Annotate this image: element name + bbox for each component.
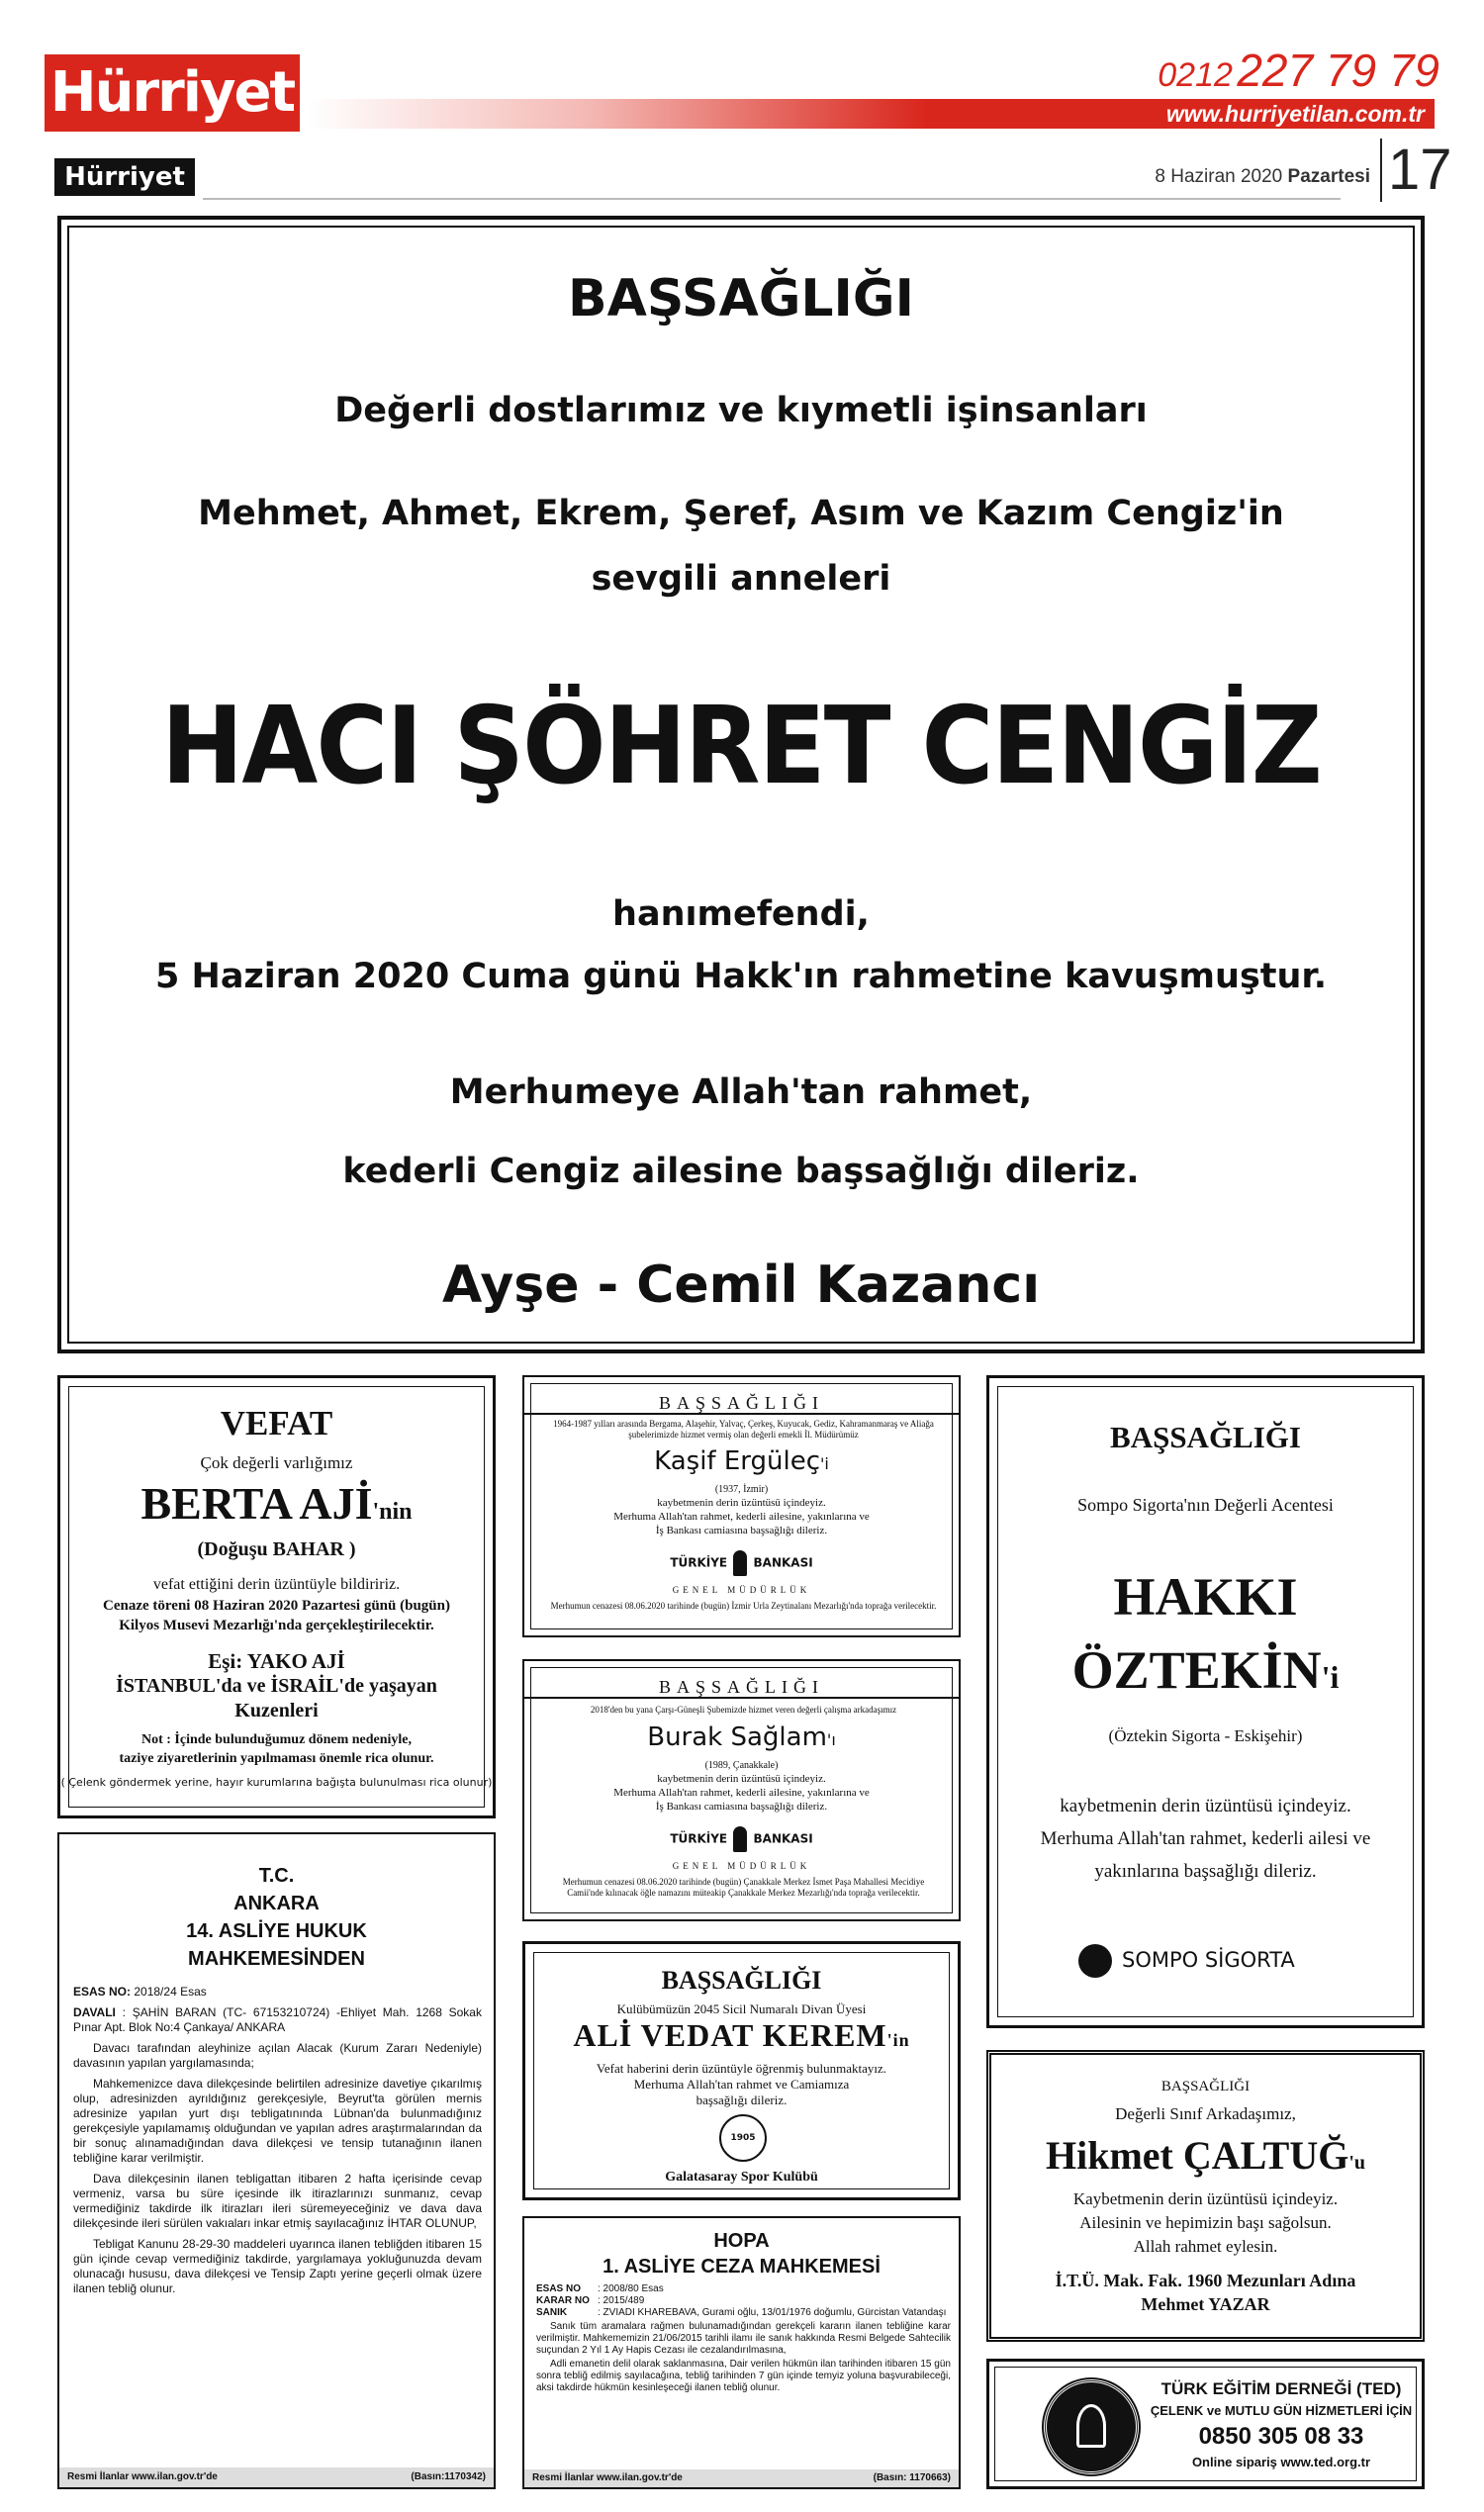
hopa-h2: 1. ASLİYE CEZA MAHKEMESİ: [603, 2256, 881, 2278]
sompo-logo: SOMPO SİGORTA: [1078, 1940, 1339, 1980]
sompo-ad: [986, 1375, 1425, 2028]
burak-title: BAŞSAĞLIĞI: [658, 1677, 824, 1697]
hopa-court-notice: [522, 2216, 961, 2489]
small-logo: Hürriyet: [54, 158, 195, 196]
kasif-l2: Merhuma Allah'tan rahmet, kederli ailesine, yakınlarına ve: [613, 1511, 870, 1523]
vefat-note2: taziye ziyaretlerinin yapılmaması önemle rica olunur.: [119, 1751, 434, 1766]
main-line6: Merhumeye Allah'tan rahmet,: [449, 1072, 1033, 1112]
ted-logo-icon: [1044, 2379, 1139, 2474]
hopa-footer: Resmi İlanlar www.ilan.gov.tr'de (Basın: 1170663): [524, 2469, 959, 2487]
main-deceased-name: HACI ŞÖHRET CENGİZ: [161, 685, 1321, 808]
hikmet-ad: [986, 2050, 1425, 2342]
hopa-body: ESAS NO : 2008/80 Esas KARAR NO : 2015/489 SANIK : ZVIADI KHAREBAVA, Gurami oğlu, 13/01/1976 doğumlu, Gürcistan Vatandaşı Sanık tüm aramalara rağmen bulunamadığından gerekçeli kararın ilanen tebliğine karar verilmiştir. Mahkememizin 21/06/2015 tarihli ilamı ile sanık hakkında Resmi Belgede Sahtecilik suçundan 2 Yıl 1 Ay Hapis Cezası ile cezalandırılmasına, Adli emanetin delil olarak saklanmasına, Dair verilen hükmün ilan tarihinden itibaren 15 gün sonra tebliğ edilmiş sayılacağına, tebliğ tarihinden 7 gün içinde temyiz yoluna başvurabileceği, aksi takdirde hükmün kesinleşeceği ilanen tebliğ olunur.: [536, 2283, 951, 2393]
ted-ad: [986, 2359, 1425, 2489]
ankara-court-notice: [57, 1832, 496, 2489]
website[interactable]: www.hurriyetilan.com.tr: [1165, 101, 1425, 127]
hikmet-l1: Kaybetmenin derin üzüntüsü içindeyiz.: [1072, 2189, 1339, 2208]
kasif-dept: GENEL MÜDÜRLÜK: [672, 1585, 811, 1595]
burak-l3: İş Bankası camiasına başsağlığı dileriz.: [655, 1801, 828, 1813]
ted-line1: ÇELENK ve MUTLU GÜN HİZMETLERİ İÇİN: [1150, 2403, 1413, 2418]
hikmet-line1: Değerli Sınıf Arkadaşımız,: [1115, 2104, 1296, 2123]
gs-l2: Merhuma Allah'tan rahmet ve Camiamıza: [633, 2077, 850, 2092]
main-line3: sevgili anneleri: [591, 559, 891, 599]
main-signature: Ayşe - Cemil Kazancı: [441, 1256, 1041, 1315]
galatasaray-ad: [522, 1941, 961, 2200]
vefat-line3: Cenaze töreni 08 Haziran 2020 Pazartesi günü (bugün): [103, 1598, 450, 1614]
main-line7: kederli Cengiz ailesine başsağlığı dileriz.: [342, 1152, 1140, 1191]
ankara-body: ESAS NO: 2018/24 Esas DAVALI : ŞAHİN BARAN (TC- 67153210724) -Ehliyet Mah. 1268 Sokak Pınar Apt. Blok No:4 Çankaya/ ANKARA Davacı tarafından aleyhinize açılan Alacak (Kurum Zararı Nedeniyle) davasının yapılan yargılamasında; Mahkemenizce dava dilekçesinde belirtilen adresinize davetiye çıkarılmış olup, adresinizden ayrıldığınız gerekçesiyle, Beyrut'ta görülen mernis adresinize yapılan yurt dışı tebligatınında Lübnan'da bulunmadığınız gerekçesiyle yapılamamış olduğundan ve yapılan adres araştırmalarından da bir sonuç alınamadığından dava dilekçesi ve tensip tutanağının ilanen tebliğine karar verilmiştir. Dava dilekçesinin ilanen tebligattan itibaren 2 hafta içerisinde cevap vermeniz, varsa bu süre içesinde ilk itirazlarınızı sunmanız, cevap vermediğiniz takdirde ilk itirazları ileri süremeyeceğiniz ve dava dava dilekçesinde ileri sürülen vakıaları inkar etmiş sayılacağınız İHTAR OLUNUP, Tebligat Kanunu 28-29-30 maddeleri uyarınca ilanen tebliğden itibaren 15 gün içinde cevap vermediğiniz takdirde, yargılamaya yokluğunuzda devam olunacağı hususu, dava dilekçesi ve Tensip Zaptı yerine geçerli olmak üzere ilanen tebliğ olunur.: [73, 1985, 482, 2295]
masthead: [0, 0, 1484, 203]
vefat-note1: Not : İçinde bulunduğumuz dönem nedeniyle,: [140, 1732, 413, 1747]
hurriyet-logo: Hürriyet: [45, 54, 300, 132]
vefat-title: VEFAT: [220, 1404, 333, 1442]
vefat-spouse: Eşi: YAKO AJİ: [208, 1649, 345, 1673]
gs-l3: başsağlığı dileriz.: [696, 2093, 788, 2107]
burak-intro: 2018'den bu yana Çarşı-Güneşli Şubemizde hizmet veren değerli çalışma arkadaşımız: [590, 1705, 897, 1715]
sompo-name2: ÖZTEKİN'i: [1071, 1640, 1340, 1700]
gs-club: Galatasaray Spor Kulübü: [665, 2170, 818, 2185]
page-number: 17: [1380, 139, 1430, 202]
sompo-line1: Sompo Sigorta'nın Değerli Acentesi: [1077, 1495, 1334, 1515]
hikmet-l5: Mehmet YAZAR: [1141, 2294, 1270, 2314]
header-rule: [203, 198, 1341, 200]
vefat-line1: Çok değerli varlığımız: [200, 1453, 353, 1472]
vefat-line2: vefat ettiğini derin üzüntüyle bildiririz.: [152, 1576, 401, 1593]
ted-line2[interactable]: Online sipariş www.ted.org.tr: [1191, 2455, 1371, 2469]
galatasaray-logo-icon: 1905: [719, 2114, 767, 2162]
sompo-name1: HAKKI: [1113, 1567, 1298, 1627]
kasif-name: Kaşif Ergüleç'i: [654, 1446, 829, 1476]
kasif-ad: [522, 1375, 961, 1637]
hikmet-title: BAŞSAĞLIĞI: [1160, 2079, 1251, 2094]
main-title: BAŞSAĞLIĞI: [568, 269, 914, 328]
gs-line1: Kulübümüzün 2045 Sicil Numaralı Divan Üyesi: [616, 2001, 867, 2016]
vefat-line6: Kuzenleri: [234, 1700, 319, 1721]
burak-funeral: Merhumun cenazesi 08.06.2020 tarihinde (bugün) Çanakkale Merkez İsmet Paşa Mahallesi Mecidiye Camii'nde kılınacak öğle namazını müteakip Çanakkale Merkez Mezarlığı'nda toprağa verilecektir.: [562, 1877, 925, 1898]
kasif-rule: [524, 1413, 959, 1415]
burak-dept: GENEL MÜDÜRLÜK: [672, 1861, 811, 1871]
ankara-footer: Resmi İlanlar www.ilan.gov.tr'de (Basın:1170342): [59, 2467, 494, 2487]
vefat-name: BERTA AJİ'nin: [140, 1478, 413, 1529]
sompo-l2: Merhuma Allah'tan rahmet, kederli ailesi ve: [1040, 1828, 1371, 1849]
issue-date: 8 Haziran 2020 Pazartesi: [1155, 166, 1370, 187]
gs-name: ALİ VEDAT KEREM'in: [573, 2017, 910, 2053]
gs-l1: Vefat haberini derin üzüntüyle öğrenmiş bulunmaktayız.: [596, 2061, 887, 2076]
ted-phone[interactable]: 0850 305 08 33: [1198, 2423, 1364, 2450]
sompo-title: BAŞSAĞLIĞI: [1110, 1420, 1301, 1454]
main-line2: Mehmet, Ahmet, Ekrem, Şeref, Asım ve Kazım Cengiz'in: [198, 494, 1284, 533]
kasif-title: BAŞSAĞLIĞI: [658, 1393, 824, 1413]
vefat-line5: İSTANBUL'da ve İSRAİL'de yaşayan: [116, 1675, 437, 1697]
kasif-l1: kaybetmenin derin üzüntüsü içindeyiz.: [657, 1497, 826, 1509]
burak-rule: [524, 1697, 959, 1699]
kasif-intro: 1964-1987 yılları arasında Bergama, Alaşehir, Yalvaç, Çerkeş, Kuyucak, Gediz, Kahramanmaraş ve Aliağa şubelerimizde hizmet vermiş olan değerli emekli İl. Müdürümüz: [553, 1419, 934, 1440]
hikmet-name: Hikmet ÇALTUĞ'u: [1045, 2133, 1365, 2178]
vefat-ad: [57, 1375, 496, 1818]
burak-name: Burak Sağlam'ı: [647, 1722, 836, 1752]
ankara-heading: T.C. ANKARA 14. ASLİYE HUKUK MAHKEMESİNDEN: [186, 1865, 367, 1970]
main-line5: 5 Haziran 2020 Cuma günü Hakk'ın rahmetine kavuşmuştur.: [154, 957, 1327, 996]
burak-l1: kaybetmenin derin üzüntüsü içindeyiz.: [657, 1773, 826, 1785]
burak-detail: (1989, Çanakkale): [704, 1760, 779, 1771]
burak-ad: [522, 1659, 961, 1921]
vefat-maiden: (Doğuşu BAHAR ): [197, 1538, 356, 1560]
hikmet-l4: İ.T.Ü. Mak. Fak. 1960 Mezunları Adına: [1055, 2271, 1356, 2290]
sompo-l1: kaybetmenin derin üzüntüsü içindeyiz.: [1060, 1796, 1351, 1816]
sompo-swirl-icon: [1078, 1944, 1112, 1978]
hopa-h1: HOPA: [713, 2230, 770, 2252]
hikmet-l2: Ailesinin ve hepimizin başı sağolsun.: [1079, 2213, 1332, 2232]
kasif-detail: (1937, İzmir): [714, 1484, 769, 1495]
sompo-detail: (Öztekin Sigorta - Eskişehir): [1108, 1726, 1303, 1745]
burak-l2: Merhuma Allah'tan rahmet, kederli ailesine, yakınlarına ve: [613, 1787, 870, 1799]
gs-title: BAŞSAĞLIĞI: [661, 1966, 822, 1995]
vefat-note3: ( Çelenk göndermek yerine, hayır kurumlarına bağışta bulunulması rica olunur): [60, 1776, 493, 1789]
isbank-logo: TÜRKİYE BANKASI: [524, 1550, 959, 1576]
main-condolence-ad: [57, 216, 1425, 1353]
phone-number: 0212 227 79 79: [1158, 45, 1439, 96]
kasif-funeral: Merhumun cenazesi 08.06.2020 tarihinde (bugün) İzmir Urla Zeytinalanı Mezarlığı'nda toprağa verilecektir.: [550, 1601, 937, 1611]
sompo-l3: yakınlarına başsağlığı dileriz.: [1094, 1861, 1317, 1882]
vefat-line4: Kilyos Musevi Mezarlığı'nda gerçekleştirilecektir.: [119, 1618, 434, 1633]
hikmet-l3: Allah rahmet eylesin.: [1133, 2237, 1278, 2256]
isbank-logo: TÜRKİYE BANKASI: [524, 1826, 959, 1852]
kasif-l3: İş Bankası camiasına başsağlığı dileriz.: [655, 1525, 828, 1536]
ted-name: TÜRK EĞİTİM DERNEĞİ (TED): [1160, 2379, 1402, 2398]
main-line4: hanımefendi,: [612, 894, 870, 934]
main-line1: Değerli dostlarımız ve kıymetli işinsanları: [334, 391, 1148, 430]
